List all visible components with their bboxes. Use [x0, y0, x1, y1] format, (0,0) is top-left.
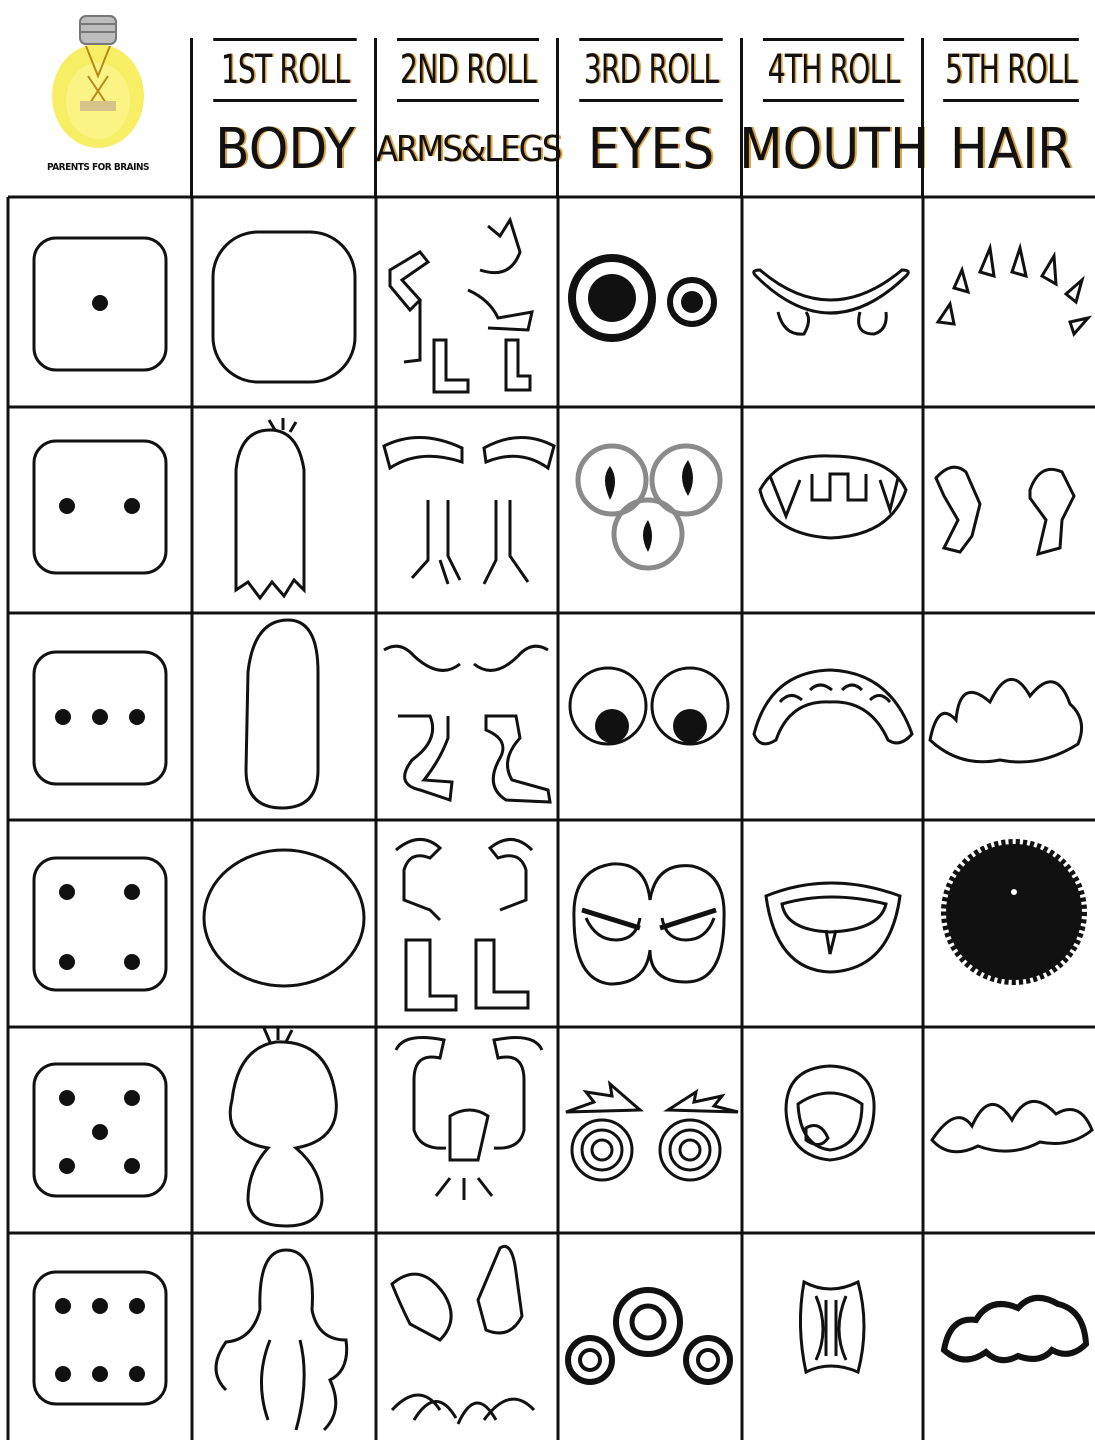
category-label: MOUTH	[739, 116, 928, 182]
category-label: ARMS&LEGS	[375, 128, 561, 170]
category-label: EYES	[587, 116, 715, 182]
arms-legs-shapes	[384, 220, 554, 1424]
hair-shapes	[930, 248, 1092, 1360]
roll-label: 1ST ROLL	[213, 38, 357, 102]
category-label: BODY	[215, 116, 355, 182]
roll-label: 5TH ROLL	[943, 38, 1079, 102]
body-shapes	[204, 232, 364, 1430]
roll-label: 3RD ROLL	[579, 38, 723, 102]
roll-label: 2ND ROLL	[397, 38, 539, 102]
logo-text: PARENTS FOR BRAINS	[47, 162, 149, 173]
roll-label: 4TH ROLL	[763, 38, 904, 102]
category-label: HAIR	[949, 116, 1073, 182]
die-pips	[55, 295, 145, 1382]
